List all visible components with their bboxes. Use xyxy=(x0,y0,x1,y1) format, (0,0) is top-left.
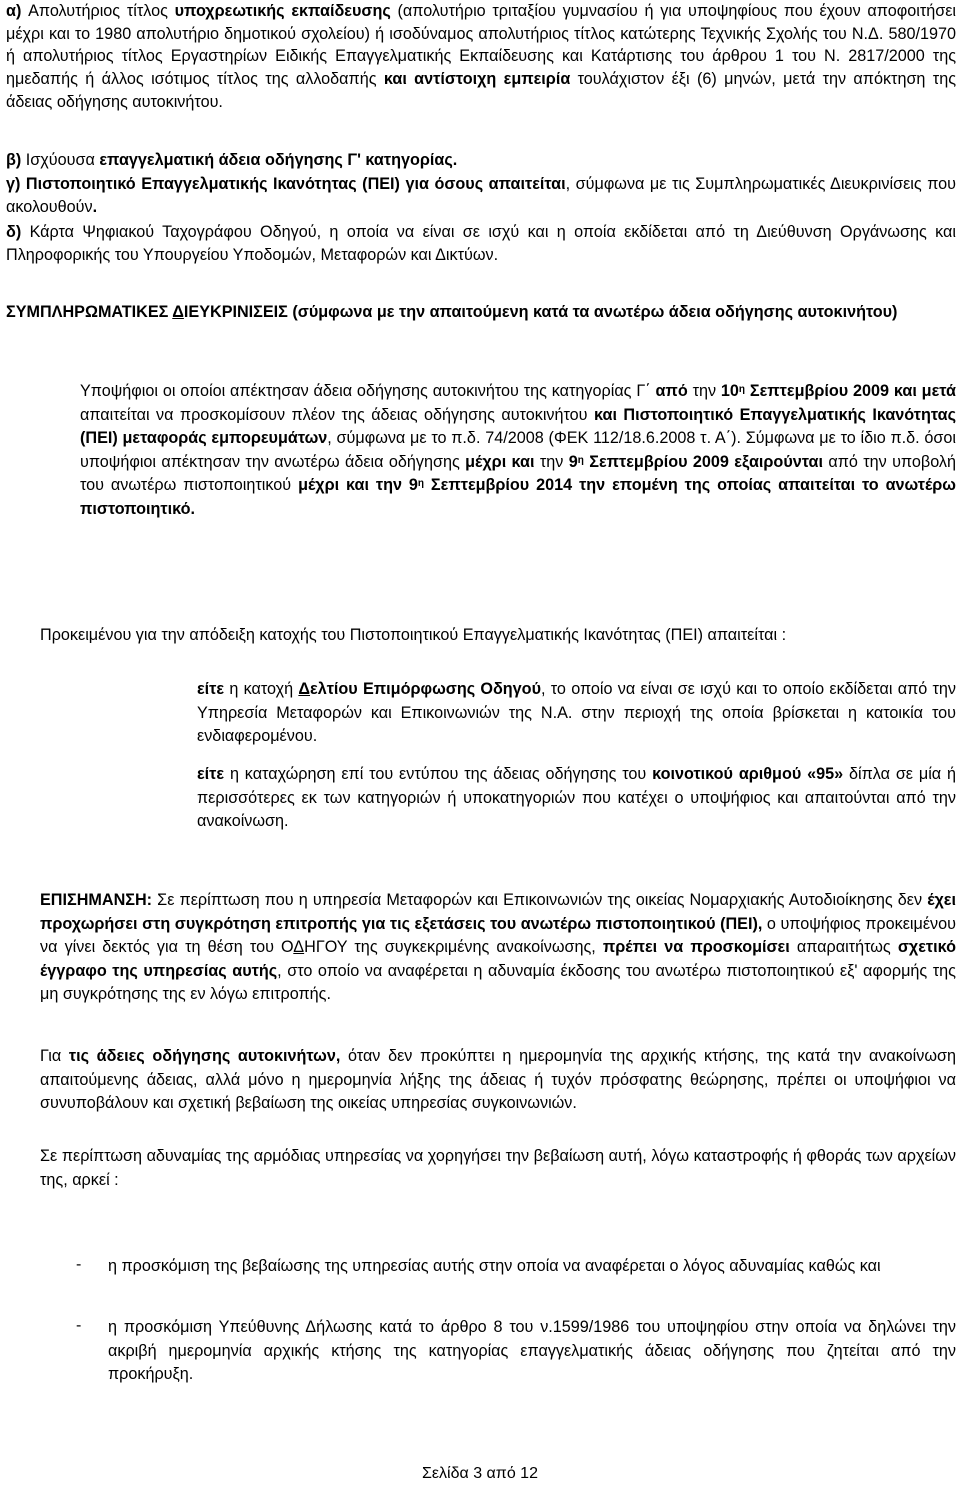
text-run: ΙΕΥΚΡΙΝΙΣΕΙΣ (σύμφωνα με την απαιτούμενη κατά τα ανωτέρω άδεια οδήγησης αυτοκινήτου) xyxy=(183,303,898,321)
text-run: Ισχύουσα xyxy=(25,151,100,169)
text-run: έχει προχωρήσει στη συγκρότηση επιτροπής για τις εξετάσεις του ανωτέρω πιστοποιητικού (ΠΕΙ), xyxy=(40,891,956,933)
text-run: ΗΓΟΥ της συγκεκριμένης ανακοίνωσης, xyxy=(304,938,603,956)
text-run: γ) Πιστοποιητικό Επαγγελματικής Ικανότητας (ΠΕΙ) για όσους απαιτείται xyxy=(6,175,566,193)
option-either-2 xyxy=(197,763,956,834)
option-either-1 xyxy=(197,678,956,749)
text-run: απαιτείται να προσκομίσουν πλέον της άδειας οδήγησης αυτοκινήτου xyxy=(80,405,594,424)
note-paragraph xyxy=(40,889,956,1007)
page-number-footer: Σελίδα 3 από 12 xyxy=(422,1465,538,1482)
text-run: δίπλα σε μία ή περισσότερες εκ των κατηγοριών ή υποκατηγοριών που κατέχει ο υποψήφιος και απαιτούνται από την ανακοίνωση. xyxy=(197,765,957,830)
paragraph-pei-requirement xyxy=(80,380,956,521)
text-run: επαγγελματική άδεια οδήγησης Γ' κατηγορίας. xyxy=(99,151,458,169)
section-heading xyxy=(6,300,956,324)
text-run: ΕΠΙΣΗΜΑΝΣΗ: xyxy=(40,891,153,909)
text-run: την xyxy=(534,452,569,471)
paragraph-proof xyxy=(40,624,956,647)
text-run: Απολυτήριος τίτλος xyxy=(28,2,175,20)
text-run: , το οποίο να είναι σε ισχύ και το οποίο εκδίδεται από την Υπηρεσία Μεταφορών και Επικοινωνιών της Ν.Α. στην περιοχή της οποία βρίσκεται η κατοικία του ενδιαφερομένου. xyxy=(197,680,957,745)
text-run: 9 xyxy=(568,452,578,471)
text-run: (απολυτήριο τριταξίου γυμνασίου ή για υποψηφίους που έχουν αποφοιτήσει μέχρι και το 1980 απολυτήριο δημοτικού σχολείου) ή ισοδύναμος απολυτήριος τίτλος κατώτερης Τεχνικής Σχολής του Ν.Δ. 580/1970 ή απολυτήριος τίτλος Εργαστηρίων Ειδικής Επαγγελματικής Εκπαίδευσης και Κατάρτισης του άρθρου 1 του Ν. 2817/2000 της ημεδαπής ή άλλος ισότιμος τίτλος της αλλοδαπής xyxy=(6,2,957,89)
text-run: Σεπτεμβρίου 2009 εξαιρούνται xyxy=(583,452,823,471)
item-d xyxy=(6,221,956,266)
text-run: πρέπει να προσκομίσει xyxy=(602,938,790,956)
item-b xyxy=(6,149,956,172)
text-run: η xyxy=(577,454,584,466)
text-run: . xyxy=(92,197,98,216)
text-run: την xyxy=(687,382,721,400)
text-run: ΣΥΜΠΛΗΡΩΜΑΤΙΚΕΣ xyxy=(6,303,173,321)
text-run: η προσκόμιση Υπεύθυνης Δήλωσης κατά το άρθρο 8 του ν.1599/1986 του υποψηφίου στην οποία να δηλώνει την ακριβή ημερομηνία αρχικής κτήσης της κατηγορίας επαγγελματικής άδειας οδήγησης που ζητείται από την προκήρυξη. xyxy=(108,1318,956,1383)
bullet-marker: - xyxy=(76,1317,82,1334)
text-run: Προκειμένου για την απόδειξη κατοχής του Πιστοποιητικού Επαγγελματικής Ικανότητας (ΠΕΙ) απαιτείται : xyxy=(40,626,787,644)
text-run: Σεπτεμβρίου 2009 και μετά xyxy=(745,382,956,400)
text-run: από xyxy=(655,382,688,400)
text-run: από την υποβολή του ανωτέρω πιστοποιητικού xyxy=(80,452,956,494)
text-run: σχετικό έγγραφο της υπηρεσίας αυτής xyxy=(40,938,956,980)
text-run: Δ xyxy=(172,303,184,321)
text-run: Υποψήφιοι οι οποίοι απέκτησαν άδεια οδήγησης αυτοκινήτου της κατηγορίας Γ΄ xyxy=(80,382,656,400)
text-run: μέχρι και την 9 xyxy=(298,476,418,494)
text-run: Σεπτεμβρίου 2014 την επομένη της οποίας απαιτείται το ανωτέρω πιστοποιητικό. xyxy=(80,476,956,518)
text-run: ο υποψήφιος προκειμένου να γίνει δεκτός για τη θέση του Ο xyxy=(40,914,957,956)
text-run: και αντίστοιχη εμπειρία xyxy=(383,70,571,89)
text-run: η προσκόμιση της βεβαίωσης της υπηρεσίας αυτής στην οποία να αναφέρεται ο λόγος αδυναμίας καθώς και xyxy=(108,1257,881,1275)
text-run: τις άδειες οδήγησης αυτοκινήτων, xyxy=(68,1047,341,1065)
text-run: , σύμφωνα με τις Συμπληρωματικές Διευκρινίσεις που ακολουθούν xyxy=(6,175,956,216)
text-run: Σε περίπτωση αδυναμίας της αρμόδιας υπηρεσίας να χορηγήσει την βεβαίωση αυτή, λόγω καταστροφής ή φθοράς των αρχείων της, αρκεί : xyxy=(40,1147,956,1189)
text-run: β) xyxy=(6,151,26,169)
text-run: 10 xyxy=(720,382,739,400)
text-run: , σύμφωνα με το π.δ. 74/2008 (ΦΕΚ 112/18.6.2008 τ. Α΄). Σύμφωνα με το ίδιο π.δ. όσοι υποψήφιοι απέκτησαν την ανωτέρω άδεια οδήγησης xyxy=(80,429,956,471)
text-run: η καταχώρηση επί του εντύπου της άδειας οδήγησης του xyxy=(224,765,653,783)
text-run: , στο οποίο να αναφέρεται η αδυναμία έκδοσης του ανωτέρω πιστοποιητικού εξ' αφορμής της μη συγκρότησης της εν λόγω επιτροπής. xyxy=(40,961,956,1003)
item-c xyxy=(6,173,956,218)
bullet-marker: - xyxy=(76,1256,82,1273)
text-run: δ) xyxy=(6,223,30,241)
bullet-item-1 xyxy=(108,1255,956,1279)
text-run: Κάρτα Ψηφιακού Ταχογράφου Οδηγού, η οποία να είναι σε ισχύ και η οποία εκδίδεται από τη Διεύθυνση Οργάνωσης και Πληροφορικής του Υπουργείου Υποδομών, Μεταφορών και Δικτύων. xyxy=(6,223,956,264)
text-run: Για xyxy=(40,1047,69,1065)
text-run: υποχρεωτικής εκπαίδευσης xyxy=(174,2,391,20)
text-run: η xyxy=(417,478,425,489)
bullet-item-2 xyxy=(108,1316,956,1387)
text-run: είτε xyxy=(197,680,225,698)
text-run: είτε xyxy=(197,765,225,783)
text-run: όταν δεν προκύπτει η ημερομηνία της αρχικής κτήσης, της κατά την ανακοίνωση απαιτούμενης άδειας, αλλά μόνο η ημερομηνία λήξης της άδειας ή τυχόν πρόσφατης θεώρησης, πρέπει οι υποψήφιοι να συνυποβάλουν και σχετική βεβαίωση της οικείας υπηρεσίας συγκοινωνιών. xyxy=(40,1047,956,1112)
text-run: κοινοτικού αριθμού «95» xyxy=(652,765,844,783)
paragraph-licenses xyxy=(40,1045,956,1116)
text-run: η κατοχή xyxy=(224,680,299,698)
text-run: Σε περίπτωση που η υπηρεσία Μεταφορών και Επικοινωνιών της οικείας Νομαρχιακής Αυτοδιοίκησης δεν xyxy=(152,891,928,909)
text-run: τουλάχιστον έξι (6) μηνών, μετά την απόκτηση της άδειας οδήγησης αυτοκινήτου. xyxy=(6,70,956,111)
text-run: απαραιτήτως xyxy=(789,938,898,956)
text-run: ελτίου Επιμόρφωσης Οδηγού xyxy=(310,680,541,698)
text-run: η xyxy=(738,384,746,395)
text-run: Δ xyxy=(298,680,311,698)
text-run: α) xyxy=(6,2,29,20)
text-run: και Πιστοποιητικό Επαγγελματικής Ικανότητας (ΠΕΙ) μεταφοράς εμπορευμάτων xyxy=(80,405,957,447)
paragraph-inability xyxy=(40,1145,956,1192)
text-run: μέχρι και xyxy=(465,452,535,471)
item-a xyxy=(6,0,956,114)
text-run: Δ xyxy=(293,938,305,956)
